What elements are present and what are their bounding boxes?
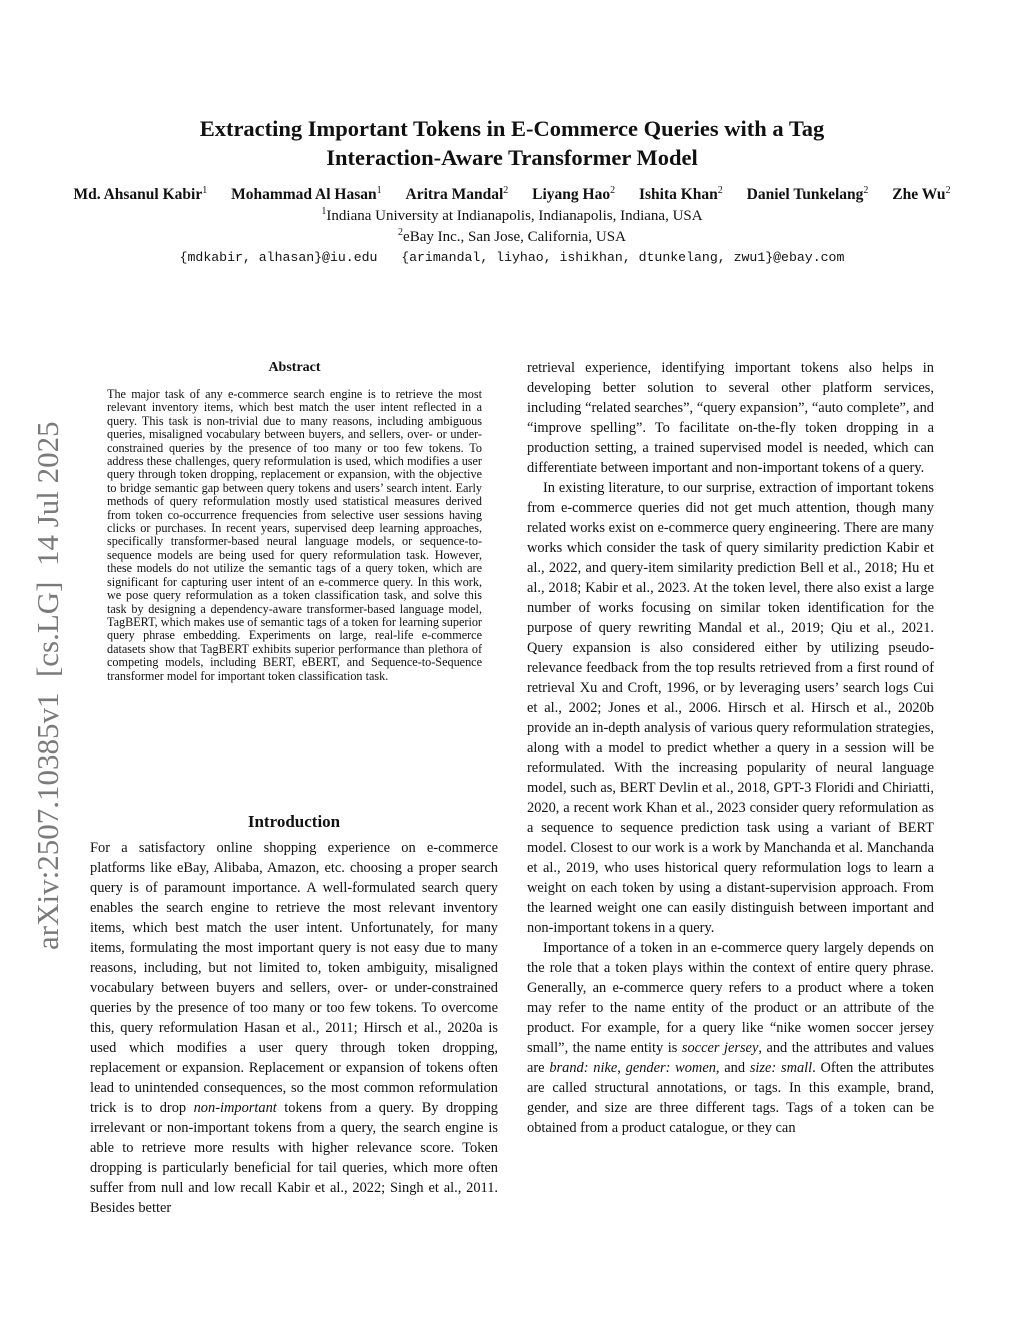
- author-emails: {mdkabir, alhasan}@iu.edu {arimandal, liyhao, ishikhan, dtunkelang, zwu1}@ebay.com: [179, 250, 845, 265]
- paragraph: Importance of a token in an e-commerce query largely depends on the role that a token plays within the context of entire query phrase. Generally, an e-commerce query refers to a product where a token may refer to the name entity of the product or an attribute of the product. For example, for a query like “nike women soccer jersey small”, the name entity is soccer jersey, and the attributes and values are brand: nike, gender: women, and size: small. Often the attributes are called structural annotations, or tags. In this example, brand, gender, and size are three different tags. Tags of a token can be obtained from a product catalogue, or they can: [527, 940, 934, 1136]
- author: Aritra Mandal$^2$: [405, 185, 509, 203]
- author: Daniel Tunkelang$^2$: [746, 185, 869, 203]
- affiliation-2: $^2$eBay Inc., San Jose, California, USA: [398, 227, 626, 245]
- right-column: [527, 358, 934, 1138]
- paragraph: retrieval experience, identifying important tokens also helps in developing better solution to several other platform services, including “related searches”, “query expansion”, “auto complete”, and “improve spelling”. To facilitate on-the-fly token dropping in a production setting, a trained supervised model is needed, which can differentiate between important and non-important tokens of a query.: [527, 360, 934, 476]
- author: Zhe Wu$^2$: [892, 185, 951, 203]
- introduction-paragraph: For a satisfactory online shopping experience on e-commerce platforms like eBay, Alibaba, Amazon, etc. choosing a proper search query is of paramount importance. A well-formulated search query enables the search engine to retrieve the most relevant inventory items, which best match the user intent. Unfortunately, for many items, formulating the most important query is not easy due to many reasons, including, but not limited to, token ambiguity, misaligned vocabulary between buyers and sellers, over- or under-constrained queries by the presence of too many or too few tokens. To overcome this, query reformulation Hasan et al., 2011; Hirsch et al., 2020a is used which modifies a user query through token dropping, replacement or expansion. Replacement or expansion of tokens often lead to unintended consequences, so the most common reformulation trick is to drop non-important tokens from a query. By dropping irrelevant or non-important tokens from a query, the search engine is able to retrieve more results with higher relevance score. Token dropping is particularly beneficial for tail queries, which more often suffer from null and low recall Kabir et al., 2022; Singh et al., 2011. Besides better: [90, 840, 498, 1216]
- abstract-body: The major task of any e-commerce search engine is to retrieve the most relevant inventory items, which best match the user intent reflected in a query. This task is non-trivial due to many reasons, including ambiguous queries, misaligned vocabulary between buyers, and sellers, over- or under-constrained queries by the presence of too many or too few tokens. To address these challenges, query reformulation is used, which modifies a user query through token dropping, replacement or expansion, with the objective to bridge semantic gap between query tokens and users’ search intent. Early methods of query reformulation mostly used statistical measures derived from token co-occurrence frequencies from selective user sessions having clicks or purchases. In recent years, supervised deep learning approaches, specifically transformer-based neural language models, or sequence-to-sequence models are being used for query reformulation task. However, these models do not utilize the semantic tags of a query token, which are significant for capturing user intent of an e-commerce query. In this work, we pose query reformulation as a token classification task, and solve this task by designing a dependency-aware transformer-based language model, TagBERT, which makes use of semantic tags of a token for learning superior query phrase embedding. Experiments on large, real-life e-commerce datasets show that TagBERT exhibits superior performance than plethora of competing models, including BERT, eBERT, and Sequence-to-Sequence transformer model for important token classification task.: [107, 387, 482, 683]
- author-list: [20, 184, 1004, 206]
- title-line-2: Interaction-Aware Transformer Model: [326, 145, 698, 170]
- affiliation-1: $^1$Indiana University at Indianapolis, Indianapolis, Indiana, USA: [321, 206, 703, 224]
- emphasis-text: non-important: [193, 1100, 277, 1116]
- author: Liyang Hao$^2$: [532, 185, 616, 203]
- abstract-heading: Abstract: [268, 360, 321, 375]
- author: Md. Ahsanul Kabir$^1$: [73, 185, 208, 203]
- title-line-1: Extracting Important Tokens in E-Commerce Queries with a Tag: [199, 116, 825, 141]
- author: Ishita Khan$^2$: [638, 185, 723, 203]
- introduction-heading: Introduction: [247, 812, 341, 831]
- paper-title: [80, 114, 944, 172]
- paragraph: In existing literature, to our surprise, extraction of important tokens from e-commerce queries did not get much attention, though many related works exist on e-commerce query engineering. There are many works which consider the task of query similarity prediction Kabir et al., 2022, and query-item similarity prediction Bell et al., 2018; Hu et al., 2018; Kabir et al., 2023. At the token level, there also exist a large number of works focusing on similar token identification for the purpose of query rewriting Mandal et al., 2019; Qiu et al., 2021. Query expansion is also considered either by utilizing pseudo-relevance feedback from the top results retrieved from a first round of retrieval Xu and Croft, 1996, or by leveraging users’ search logs Cui et al., 2002; Jones et al., 2006. Hirsch et al. Hirsch et al., 2020b provide an in-depth analysis of various query reformulation strategies, along with a model to predict whether a query in a session will be reformulated. With the increasing popularity of neural language model, such as, BERT Devlin et al., 2018, GPT-3 Floridi and Chiriatti, 2020, a recent work Khan et al., 2023 consider query reformulation as a sequence to sequence prediction task using a variant of BERT model. Closest to our work is a work by Manchanda et al. Manchanda et al., 2019, who uses historical query reformulation logs to learn a weight on each token by using a distant-supervision approach. From the learned weight one can easily distinguish between important and non-important tokens in a query.: [527, 480, 934, 936]
- arxiv-stamp: arXiv:2507.10385v1 [cs.LG] 14 Jul 2025: [30, 421, 65, 950]
- author: Mohammad Al Hasan$^1$: [231, 185, 382, 203]
